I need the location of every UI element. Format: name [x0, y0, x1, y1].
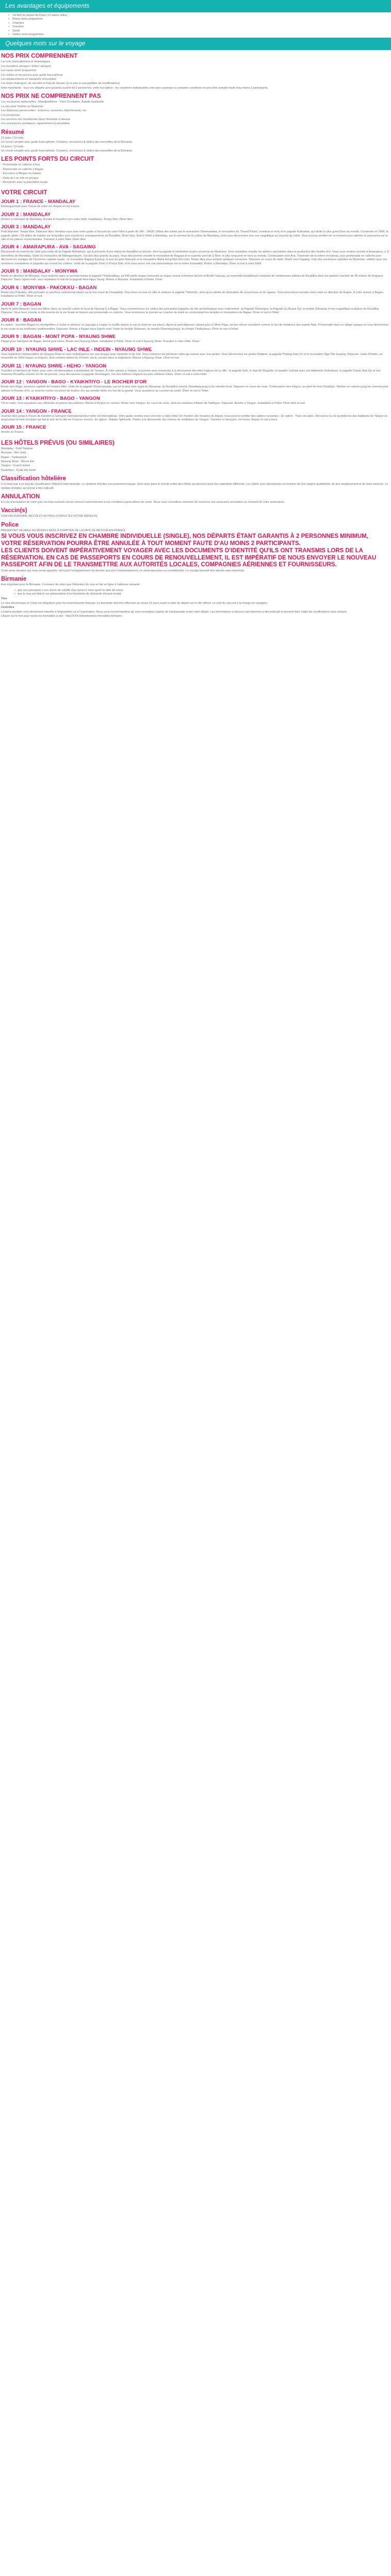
- day-text: Après le petit-déjeuner, vous irez flâner dans un marché coloré et local de Nyaung U à Bagan. Vous commencerez les visites des principales pagodes de site archéologique avec notamment : la Pagode Shwezigon, la Pagode Gu Byauk Gyi, le temple d'Ananda et son magnifique sculpture de Bouddha. Déjeuner. Vous ferez ensuite la découverte de la vie locale en faisant une promenade en calèche. Vous terminerez la journée au coucher du soleil en contemplant les temples et monastères de Bagan. Dîner et nuit à l'hôtel.: [1, 307, 380, 315]
- day-text: Départ pour l'aéroport de Bagan. Envol pour Heho. Route vers Nyaung Shwe. Installation à l'hôtel. Dîner et nuit à Nyaung Shwe. Transfert à votre hôtel. Dîner.: [1, 340, 200, 344]
- hotels-title: LES HÔTELS PRÉVUS (OU SIMILAIRES): [1, 439, 115, 446]
- day-block: [1, 425, 390, 434]
- day-title: JOUR 13 : KYAIKHTIYO - BAGO - YANGON: [1, 396, 100, 402]
- day-title: JOUR 14 : YANGON - FRANCE: [1, 408, 72, 414]
- resume-title: Résumé: [1, 129, 24, 135]
- prix-ne-comprend-title: NOS PRIX NE COMPRENNENT PAS: [1, 93, 101, 100]
- day-title: JOUR 8 : BAGAN: [1, 317, 41, 324]
- day-text: Embarquement avec l'heure de votre vol. Repas et nuit à bord.: [1, 205, 80, 209]
- resume-text: [1, 137, 390, 154]
- resume-line: Un circuit complet avec guide francophone. Croisière, excursions & visites des merveilles de la Birmanie.: [1, 149, 133, 152]
- annulation-text: En cas d'annulation de votre part, les frais suivants seront retenus conformément à nos conditions particulières de vente. Nous vous conseillons vivement de souscrire une assurance annulation au moment de votre réservation.: [1, 501, 285, 504]
- day-title: JOUR 5 : MANDALAY - MONYWA: [1, 268, 78, 275]
- advantages-banner: Les avantages et équipements: [0, 0, 391, 12]
- resume-line: Un circuit complet avec guide francophone. Croisière, excursions & visites des merveilles de la Birmanie.: [1, 141, 133, 144]
- advantage-item: • Repas dans programme: [8, 18, 383, 21]
- hotel-item: Monywa : Win Unity: [1, 451, 26, 455]
- hotel-item: Mandalay : Gold Yadanar: [1, 447, 33, 450]
- day-block: [1, 268, 390, 282]
- day-block: [1, 317, 390, 331]
- points-forts-title: LES POINTS FORTS DU CIRCUIT: [1, 156, 94, 163]
- day-block: [1, 199, 390, 209]
- hotel-item: Nyaung Shwe : Mount Inle: [1, 460, 35, 463]
- police-note: Toute autre situation qui nous serait signalée, tant pour l'enregistrement du dossier que pour l'embarquement, ne serait pas prise en considération. Le voyage pourrait être annulé sans indemnité.: [1, 569, 245, 572]
- resume-line: 15 jours / 12 nuits: [1, 145, 24, 148]
- prix-ne-comprend-item: La visa pour l'entrée au Myanmar: [1, 105, 43, 108]
- day-block: [1, 224, 390, 242]
- birmanie-item: • que son passeport a une durée de validité d'au moins 6 mois après la date de retour: [14, 589, 390, 592]
- birmanie-intro: Avis important pour la Birmanie, il convient de noter que l'obtention du visa se fait en ligne à l'adresse suivante :: [1, 583, 141, 587]
- classification-text: Il n'existe pas à ce jour de classification hôtelière internationale. Le système d'étoiles est purement français. Vous avez dans le monde entier des hôtels qui peuvent avoir des standards différents. Les hôtels sont sélectionnés en fonction de leur rapport qualité/prix, de leur emplacement et de leurs services. Le nombre d'étoiles est donné à titre indicatif.: [1, 483, 388, 490]
- day-title: JOUR 1 : FRANCE - MANDALAY: [1, 199, 76, 205]
- police-warning-2: LES CLIENTS DOIVENT IMPÉRATIVEMENT VOYAGER AVEC LES DOCUMENTS D'IDENTITÉ QU'ILS ONT TRANSMIS LORS DE LA RÉSERVATION. EN CAS DE PASSEPORTS EN COURS DE RENOUVELLEMENT, IL EST IMPÉRATIF DE NOUS ENVOYER LE NOUVEAU PASSEPORT AFIN DE LE TRANSMETTRE AUX AUTORITÉS LOCALES, COMPAGNIES AÉRIENNES ET FOURNISSEURS.: [1, 548, 377, 568]
- day-block: [1, 409, 390, 422]
- prix-ne-comprend-item: Les assurances assistance, rapatriement et annulation: [1, 122, 70, 126]
- prix-comprend-item: Les transferts aéroport / hôtel / aéroport: [1, 64, 51, 68]
- day-title: JOUR 11 : NYAUNG SHWE - HEHO - YANGON: [1, 363, 106, 369]
- day-title: JOUR 3 : MANDALAY: [1, 224, 51, 230]
- day-text: En option : Survolez Bagan en montgolfière à l'aube et admirez un paysage à couper le souffle depuis le ciel (à réserver sur place). Après le petit-déjeuner, départ pour le Mont Popa, ancien volcan considéré comme le lieu de résidence des esprits Nats. Promenade dans un village typique où vous découvrirez la vie rurale et les méthodes traditionnelles. Déjeuner. Retour à Bagan dans l'après-midi. Visite du temple Sulamani, du temple Dhammayangyi, du temple Thatbyinnyu. Dîner et nuit à l'hôtel.: [1, 324, 389, 331]
- hotels-list: [1, 447, 390, 472]
- advantages-list: [0, 12, 391, 38]
- day-title: JOUR 2 : MANDALAY: [1, 211, 51, 217]
- day-text: Vous rejoindrez l'embarcadère de Nyaung Shwe et vous embarquerez sur une pirogue pour rejoindre le lac Inle. Vous croiserez les pêcheurs Intha qui rament avec leur jambe. Vous découvrirez les jardins flottants, la pagode Phaung Daw Oo et le monastère Nga Phe Kyaung. Déjeuner. Visite d'Indein, un ensemble de 1054 stupas en briques, dont certains datent du XIVème siècle, perdus dans la végétation. Retour à Nyaung Shwe. Dîner et nuit.: [1, 352, 383, 360]
- police-warning: SI VOUS VOUS INSCRIVEZ EN CHAMBRE INDIVIDUELLE (SINGLE), NOS DÉPARTS ÉTANT GARANTIS À 2 PERSONNES MINIMUM, VOTRE RÉSERVATION POURRA ÊTRE ANNULÉE À TOUT MOMENT FAUTE D'AU MOINS 2 PARTICIPANTS.: [1, 533, 368, 547]
- advantage-item: • Guide: [8, 29, 383, 33]
- footer-link[interactable]: Cliquer sur le lien pour toutes les formalités à jour : http://XXX.fr/destinations-formalites-birmanie: [1, 614, 122, 618]
- birmanie-item: • que le visa est délivré sur présentation d'un formulaire de demande dûment rempli: [14, 592, 390, 596]
- advantage-item: • Transfert: [8, 25, 383, 29]
- day-block: [1, 244, 390, 266]
- day-text: Petit déjeuner. Temps libre. Déjeuner libre. Rendez-vous avec votre guide à l'accueil de votre hôtel à partir de 14h - 14h30. Début des visites par le monastère Shwenandaw, le monastère du "Grand Palais" construit en teck et le pagode Kuthodaw, qui abrite la plus grand livre du monde. Construite en 1868, la pagode abrite 729 dalles de marbre sur lesquelles sont inscrits les enseignements de Bouddha. Dîner libre. Nuit à l'hôtel à Mandalay, sur le sommet de la colline de Mandalay, d'où vous découvrirez une vue magnifique au coucher du soleil. Vous pourrez profiter de ce moment pour admirer le panorama sur la ville et les plaines environnantes. Transfert à votre hôtel. Dîner libre.: [1, 230, 388, 241]
- day-title: JOUR 4 : AMARAPURA - AVA - SAGAING: [1, 244, 96, 250]
- birmanie-title: Birmanie: [1, 576, 27, 583]
- day-text: Route en direction de Monywa. Vous visiterez dans un premier temps la pagode Thanboddhay, au 845 petits stupas entourant un stupa central richement décoré et Bodhi Tataung, un ensemble bouddhique composé de nombreuses statues de Bouddha dont une géante couchée de 95 mètres de longueur. Déjeuner. Dans l'après-midi, vous rejoindrez le hall de la pagode Hsin Hpyu Taung. Retour à Monywa. Installation à l'hôtel. Dîner.: [1, 275, 384, 282]
- prix-ne-comprend-item: Les pourboires: [1, 113, 20, 117]
- day-block: [1, 301, 390, 315]
- day-title: JOUR 9 : BAGAN - MONT POPA - NYAUNG SHWE: [1, 334, 116, 340]
- point-fort-item: - Excursion à Mingun en bateau: [1, 172, 41, 176]
- point-fort-item: - Rencontre avec la population locale: [1, 180, 48, 184]
- day-block: [1, 212, 390, 222]
- day-text: Arrivée en France.: [1, 431, 25, 434]
- vaccins-title: Vaccin(s): [1, 507, 27, 514]
- trip-banner: Quelques mots sur le voyage: [0, 38, 391, 50]
- prix-comprend-item: Les vols internationaux et domestiques: [1, 60, 51, 64]
- prix-comprend-item: Les visites et excursions avec guide francophone: [1, 73, 63, 77]
- day-block: [1, 379, 390, 393]
- day-text: Route vers Bago, ancienne capitale de l'empire Mon. Visite de la pagode Shwemawdaw, qui est le plus haut stupa du Myanmar, du Bouddha couché Shwethalyaung et du marché local. Déjeuner en cours de route. Continuation vers Kinpun, au pied du mont Kyaiktiyo. Montée en camion jusqu'au sommet pour admirer le Rocher d'Or, un énorme rocher recouvert de feuilles d'or qui semble défier les lois de la gravité. Vous assisterez au coucher du soleil. Dîner et nuit à l'hôtel.: [1, 385, 389, 393]
- day-title: JOUR 10 : NYAUNG SHWE - LAC INLE - INDEIN - NYAUNG SHWE: [1, 346, 152, 352]
- hotel-item: Kyaikhtiyo : Kyaik Hto Hotel: [1, 468, 36, 472]
- controles-title: Contrôles: [1, 606, 14, 609]
- prix-comprend-item: Les taxes d'aéroport, de sécurité et frais de dossier (à ce jour et susceptibles de modifications): [1, 82, 120, 86]
- day-title: JOUR 12 : YANGON - BAGO - KYAIKHTIYO - LE ROCHER D'OR: [1, 379, 147, 385]
- police-title: Police: [1, 521, 19, 528]
- prix-ne-comprend-item: Les services non mentionnés dans l'itinéraire ci-dessus: [1, 117, 71, 121]
- advantage-item: • Visites selon programme: [8, 33, 383, 37]
- trip-section: [0, 53, 391, 618]
- point-fort-item: - Promenade en calèche à Ava: [1, 163, 40, 167]
- day-block: [1, 334, 390, 344]
- visa-title: Visa: [1, 597, 7, 601]
- birmanie-list: [1, 588, 390, 598]
- controles-text: Certains produits sont strictement interdits à l'importation ou à l'exportation. Nous vous recommandons de vous renseigner auprès de l'ambassade avant votre départ. Les informations ci-dessus sont données à titre indicatif et peuvent faire l'objet de modifications sans préavis.: [1, 610, 347, 614]
- day-title: JOUR 15 : FRANCE: [1, 425, 46, 431]
- advantage-item: • Chambre: [8, 22, 383, 25]
- prix-ne-comprend-item: Les excursions optionnelles : Mandgoulfères - Train Circulation, Balade Spirituelle.: [1, 100, 105, 104]
- prix-ne-comprend-list: [1, 100, 390, 126]
- day-block: [1, 396, 390, 405]
- day-text: Route vers Pakokku, ville portuaire et carrefour commercial située sur la rive ouest de l'Irrawaddy. Vous ferez un tour en ville et visiterez la pagode Thihoshin, ainsi qu'un atelier de fabrication de couvertures et de cigares. Vous poursuivrez ensuite votre route en direction de Bagan. À votre arrivée à Bagan, installation à l'hôtel. Dîner et nuit.: [1, 291, 384, 298]
- points-forts-list: [1, 163, 390, 184]
- prix-comprend-title: NOS PRIX COMPRENNENT: [1, 53, 78, 60]
- point-fort-item: - Promenade en calèche à Bagan: [1, 167, 43, 171]
- day-block: [1, 347, 390, 361]
- prix-comprend-item: Les déplacements en transports d'exception: [1, 78, 57, 81]
- prix-ne-comprend-item: Les dépenses personnelles : boissons, souvenirs, blanchisserie, etc.: [1, 109, 87, 113]
- police-text: PASSEPORT VALABLE AU MOINS 6 MOIS À COMPTER DE LA DATE DE RETOUR EN FRANCE: [1, 529, 126, 532]
- votre-circuit-title: VOTRE CIRCUIT: [1, 190, 47, 196]
- vaccins-text: VISA OBLIGATOIRE VACCIN ET AUTRES CONSULTEZ VOTRE MÉDECIN: [1, 515, 97, 518]
- prix-comprend-list: [1, 60, 390, 90]
- days-list: [1, 199, 390, 434]
- day-title: JOUR 6 : MONYWA - PAKOKKU - BAGAN: [1, 284, 97, 291]
- prix-comprend-item: Les repas selon programme: [1, 69, 37, 73]
- point-fort-item: - Visite du Lac Inle en pirogue: [1, 176, 39, 180]
- hotel-item: Yangon : Grand United: [1, 464, 30, 468]
- day-text: Découverte du marché de Jade puis visite de la Pagode Mahamuni, qui la présente d'une statue de Bouddha en bronze, dont la pagode le vénération la plus ancienne du Myanmar. Vous rejoindrez ensuite les ateliers spécialisés dans la production des feuilles d'or. Vous vous rendrez ensuite à Amarapura, à 11 kilomètres de Mandalay. Visite du monastère de Mahagandayon, l'un des plus grands du pays. Vous découvrirez ensuite le monastère de Bagaya et le superbe pont de U Bein, le plus long pont en teck au monde. Continuation vers Ava. Traversée de la rivière en bateau, puis promenade en calèche pour découvrir les vestiges de l'ancienne capitale royale : le monastère Bagaya Kyaung, la tour de guet Nanmyin et le monastère Maha Aung Mye Bon Zan. Temps libre pour acheter quelques souvenirs. Déjeuner en cours de visite. Route vers Sagaing, l'une des anciennes capitales du Myanmar, célèbre pour ses nombreux monastères et pagodes qui ornent les collines. Visite de la pagode Soon U Ponya Shin, d'où vous aurez une vue panoramique sur la rivière Irrawaddy. Retour à Mandalay. Dîner et nuit à votre hôtel.: [1, 250, 390, 265]
- visa-text: Le visa électronique (e-Visa) est obligatoire pour les ressortissants français. La demande doit être effectuée au moins 15 jours avant la date du départ sur le site officiel. Le coût du visa est à la charge du voyageur.: [1, 601, 268, 605]
- day-block: [1, 363, 390, 377]
- hotel-item: Bagan : Yadanarbon: [1, 455, 27, 459]
- advantage-item: • Vol A/R au départ de Paris (+3 autres villes): [8, 14, 383, 18]
- day-text: Transfert à l'aéroport de Heho, pour votre vol domestique à destination de Yangon. À votre arrivée à Yangon, la journée sera consacrée à la découverte des sites majeurs de la ville : la pagode Sule, le marché Bogyoke, le quartier colonial avec ses bâtiments historiques, la pagode Chauk Htat Gyi et son immense Bouddha couché. En fin de journée, vous découvrirez la pagode Shwedagon, l'un des édifices religieux les plus célèbres d'Asie. Dîner et nuit à votre hôtel.: [1, 369, 381, 376]
- resume-line: 13 jours / 12 nuits: [1, 136, 24, 140]
- prix-comprend-item: Note importante : tous vos départs sont garantis à partir de 2 personnes, votre inscription : les chambres individuelles sont avec soumises à certaines conditions et peut être annulée faute d'au moins 2 participants.: [1, 86, 269, 90]
- day-text: Tôt le matin, vous assisterez aux offrandes et prières des pèlerins. Retour à Kinpun en camion. Route vers Yangon. En cours de route, arrêt au cimetière militaire de Taukkyan. Déjeuner. Arrivée à Yangon. Installation à l'hôtel. Dîner libre et nuit.: [1, 402, 306, 405]
- annulation-title: ANNULATION: [1, 494, 40, 500]
- classification-title: Classification hôtelière: [1, 476, 66, 482]
- day-text: Arrivée à l'aéroport de Mandalay. Accueil et transfert vers votre hôtel. Installation. Temps libre. Dîner libre.: [1, 217, 134, 221]
- day-text: Journée libre jusqu'à l'heure de transfert à l'aéroport international pour votre vol international. Votre guide viendra vous chercher à votre hôtel. En fonction des horaires de départ, vous pourrez profiter des options suivantes : En option : Train circulaire. Découvrez la vie quotidienne des habitants de Yangon en empruntant le train circulaire qui fait le tour de la ville en 3 heures environ. En option : Balade Spirituelle. Partez à la découverte des centres de méditation de Yangon. Transfert à l'aéroport. Vol retour. Repas et nuit à bord.: [1, 414, 388, 421]
- day-title: JOUR 7 : BAGAN: [1, 301, 41, 307]
- day-block: [1, 285, 390, 299]
